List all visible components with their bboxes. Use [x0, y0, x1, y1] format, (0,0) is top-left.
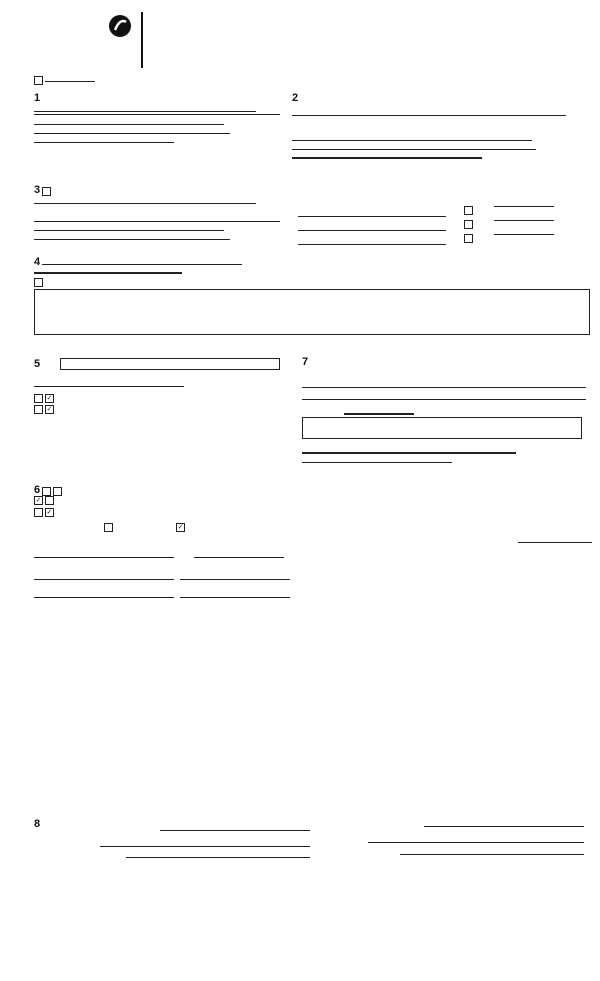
q1-no-checkbox[interactable]: ✓	[46, 395, 53, 402]
parcel-number-field[interactable]	[298, 220, 446, 231]
corr-city-field[interactable]	[34, 239, 230, 240]
owner-signature-line-2[interactable]	[180, 579, 290, 580]
partial-sale-checkbox[interactable]	[34, 76, 43, 85]
current-use-no-checkbox[interactable]	[45, 496, 54, 505]
does-qualify-checkbox[interactable]	[104, 523, 113, 532]
reason-field[interactable]	[302, 417, 582, 439]
seller-mail-field[interactable]	[34, 124, 224, 125]
revenue-logo	[32, 10, 128, 46]
exemption-number-field[interactable]	[344, 413, 414, 415]
grantee-signature[interactable]	[424, 826, 584, 827]
corr-blank-line[interactable]	[34, 206, 280, 222]
doc-type-field[interactable]	[302, 452, 516, 454]
timber-question	[34, 405, 296, 414]
seller-phone-field[interactable]	[34, 142, 174, 143]
legal-description-box[interactable]	[34, 289, 590, 335]
seller-name-field[interactable]	[34, 111, 256, 112]
assessor-signature-line[interactable]	[34, 557, 174, 558]
q2-yes-checkbox[interactable]	[34, 405, 43, 414]
current-use-yes-checkbox[interactable]: ✓	[35, 497, 42, 504]
section-6-designation: 6 ✓ ✓ ✓	[34, 484, 298, 601]
grantee-name[interactable]	[368, 842, 584, 843]
section-5-land-use: 5 ✓ ✓	[34, 356, 296, 414]
tax-calculation	[302, 518, 592, 545]
same-as-buyer-checkbox[interactable]	[42, 187, 51, 196]
owner-signature-line-1[interactable]	[34, 579, 174, 580]
assessor-date-line	[194, 557, 284, 558]
q1-yes-checkbox[interactable]	[34, 394, 43, 403]
section-3-correspondence: 3	[34, 184, 284, 242]
forest-no-checkbox[interactable]	[53, 487, 62, 496]
owner-print-line-1[interactable]	[34, 597, 174, 598]
header-divider	[141, 12, 143, 68]
section-4-property: 4	[34, 256, 594, 335]
land-use-select[interactable]	[60, 358, 280, 370]
exemption-question	[34, 394, 296, 403]
q2-no-checkbox[interactable]: ✓	[46, 406, 53, 413]
corr-mail-field[interactable]	[34, 230, 224, 231]
forest-yes-checkbox[interactable]	[42, 487, 51, 496]
doc-date-field[interactable]	[302, 462, 452, 463]
does-not-qualify-checkbox[interactable]: ✓	[177, 524, 184, 531]
seller-city-field[interactable]	[34, 133, 230, 134]
partial-sale-row	[34, 76, 95, 85]
grantor-date[interactable]	[126, 857, 310, 858]
buyer-city-field[interactable]	[292, 149, 536, 150]
seller-name-line2[interactable]	[34, 114, 280, 115]
section-2-buyer: 2	[292, 92, 592, 161]
personal-property-line-1[interactable]	[302, 378, 586, 388]
additional-codes-field[interactable]	[34, 386, 184, 387]
street-field[interactable]	[42, 264, 242, 265]
county-select[interactable]	[34, 272, 182, 274]
section-1-seller: 1	[34, 92, 284, 145]
buyer-phone-field[interactable]	[292, 157, 482, 159]
personal-property-checkbox[interactable]	[464, 234, 473, 243]
grantor-name[interactable]	[100, 846, 310, 847]
section-7-personal-property: 7	[302, 356, 592, 465]
owner-print-line-2[interactable]	[180, 597, 290, 598]
section-8-certification: 8	[34, 818, 594, 870]
partial-percent-field[interactable]	[45, 81, 95, 82]
segregated-checkbox[interactable]	[34, 278, 43, 287]
historic-no-checkbox[interactable]: ✓	[46, 509, 53, 516]
grantor-signature[interactable]	[160, 830, 310, 831]
parcel-number-field[interactable]	[298, 206, 446, 217]
historic-yes-checkbox[interactable]	[34, 508, 43, 517]
parcel-number-field[interactable]	[298, 234, 446, 245]
buyer-name-field[interactable]	[292, 115, 566, 116]
personal-property-checkbox[interactable]	[464, 206, 473, 215]
personal-property-checkbox[interactable]	[464, 220, 473, 229]
excise-heading	[302, 520, 484, 531]
local-value[interactable]	[518, 542, 592, 543]
personal-property-line-2[interactable]	[302, 388, 586, 400]
assessed-value-field[interactable]	[494, 234, 554, 235]
corr-name-field[interactable]	[34, 203, 256, 204]
personal-property-label	[311, 356, 573, 368]
revenue-emblem-icon	[108, 14, 132, 38]
assessed-value-field[interactable]	[494, 220, 554, 221]
grantee-date[interactable]	[400, 854, 584, 855]
assessed-value-field[interactable]	[494, 206, 554, 207]
buyer-mail-field[interactable]	[292, 140, 532, 141]
